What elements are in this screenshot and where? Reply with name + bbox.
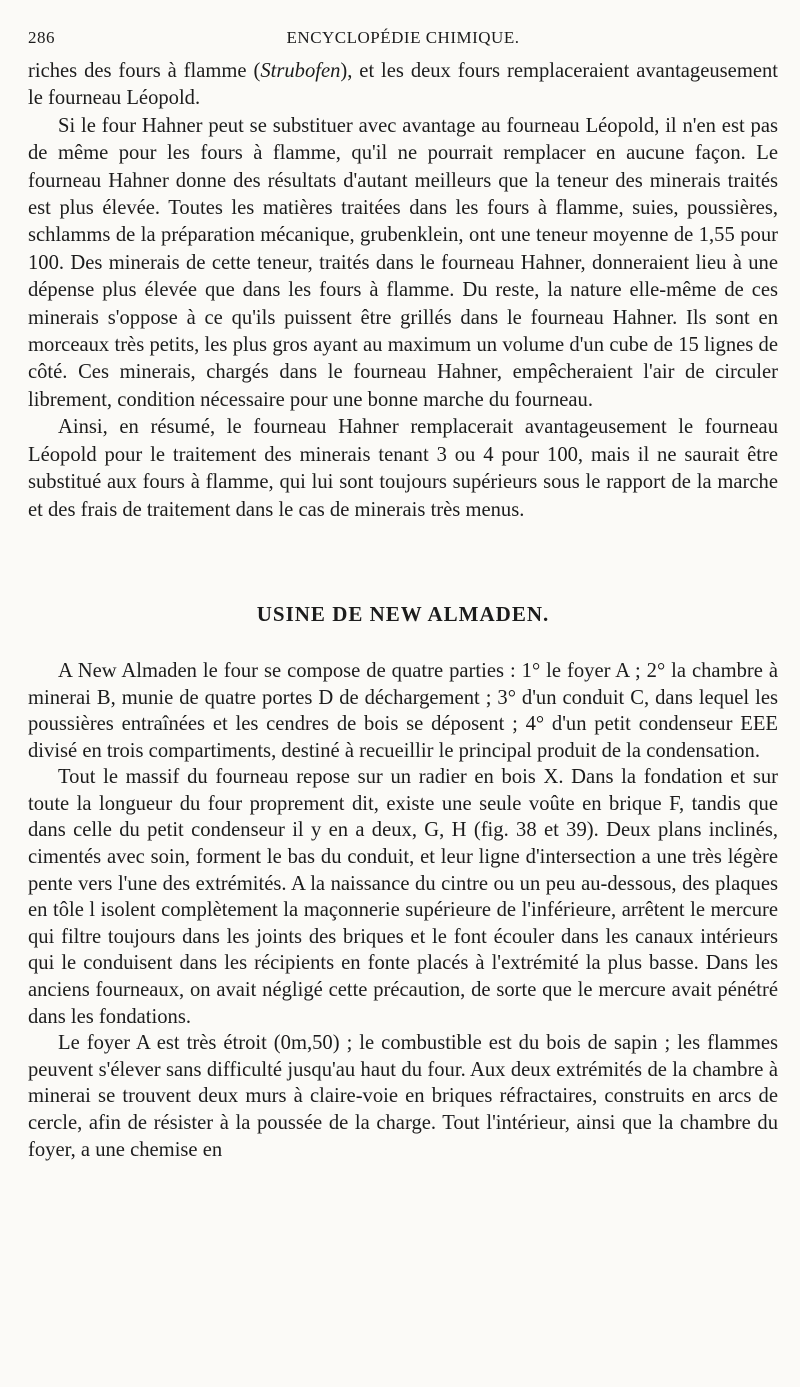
section-text — [28, 658, 778, 1163]
section-heading: USINE DE NEW ALMADEN. — [256, 601, 550, 626]
paragraph-text-before: riches des fours à flamme ( — [28, 60, 261, 82]
paragraph: A New Almaden le four se compose de quatre parties : 1° le foyer A ; 2° la chambre à minerai B, munie de quatre portes D de déchargement ; 3° d'un conduit C, dans lequel les poussières entraînées et les cendres de bois se déposent ; 4° d'un petit condenseur EEE divisé en trois compartiments, destiné à recueillir le principal produit de la condensation. — [28, 659, 778, 762]
paragraph: Tout le massif du fourneau repose sur un radier en bois X. Dans la fondation et sur toute la longueur du four proprement dit, existe une seule voûte en brique F, tandis que dans celle du petit condenseur il y en a deux, G, H (fig. 38 et 39). Deux plans inclinés, cimentés avec soin, forment le bas du conduit, et leur ligne d'intersection a une très légère pente vers l'une des extrémités. A la naissance du cintre ou un peu au-dessous, des plaques en tôle l isolent complètement la maçonnerie supérieure de l'inférieure, arrêtent le mercure qui filtre toujours dans les joints des briques et le font écouler dans les canaux intérieurs qui le conduisent dans les récipients en fonte placés à l'extrémité la plus basse. Dans les anciens fourneaux, on avait négligé cette précaution, de sorte que le mercure avait pénétré dans les fondations. — [28, 766, 778, 1028]
paragraph: Ainsi, en résumé, le fourneau Hahner remplacerait avantageusement le fourneau Léopold pour le traitement des minerais tenant 3 ou 4 pour 100, mais il ne saurait être substitué aux fours à flamme, qui lui sont toujours supérieurs sous le rapport de la marche et des frais de traitement dans le cas de minerais très menus. — [28, 416, 778, 521]
paragraph-continued — [28, 58, 778, 113]
document-page — [28, 28, 778, 1163]
page-number: 286 — [28, 28, 55, 47]
section-spacer — [28, 524, 778, 594]
paragraph: Le foyer A est très étroit (0m,50) ; le combustible est du bois de sapin ; les flammes peuvent s'élever sans difficulté jusqu'au haut du four. Aux deux extrémités de la chambre à minerai se trouvent deux murs à claire-voie en briques réfractaires, construits en arcs de cercle, afin de résister à la poussée de la charge. Tout l'intérieur, ainsi que la chambre du foyer, a une chemise en — [28, 1032, 778, 1161]
paragraph: Si le four Hahner peut se substituer avec avantage au fourneau Léopold, il n'en est pas de même pour les fours à flamme, qu'il ne pourrait remplacer en aucune façon. Le fourneau Hahner donne des résultats d'autant meilleurs que la teneur des minerais traités est plus élevée. Toutes les matières traitées dans les fours à flamme, suies, poussières, schlamms de la préparation mécanique, grubenklein, ont une teneur moyenne de 1,55 pour 100. Des minerais de cette teneur, traités dans le fourneau Hahner, donneraient lieu à une dépense plus élevée que dans les fours à flamme. Du reste, la nature elle-même de ces minerais s'oppose à ce qu'ils puissent être grillés dans le fourneau Hahner. Ils sont en morceaux très petits, les plus gros ayant au maximum un volume d'un cube de 15 lignes de côté. Ces minerais, chargés dans le fourneau Hahner, empêcheraient l'air de circuler librement, condition nécessaire pour une bonne marche du fourneau. — [28, 114, 778, 411]
paragraph-text-after: ), et les deux fours remplaceraient avantageusement le fourneau Léopold. — [28, 60, 778, 110]
intro-text — [28, 58, 778, 524]
italic-term: Strubofen — [260, 60, 341, 82]
section-spacer — [28, 634, 778, 658]
running-head — [28, 28, 778, 58]
running-title: ENCYCLOPÉDIE CHIMIQUE. — [286, 28, 520, 47]
